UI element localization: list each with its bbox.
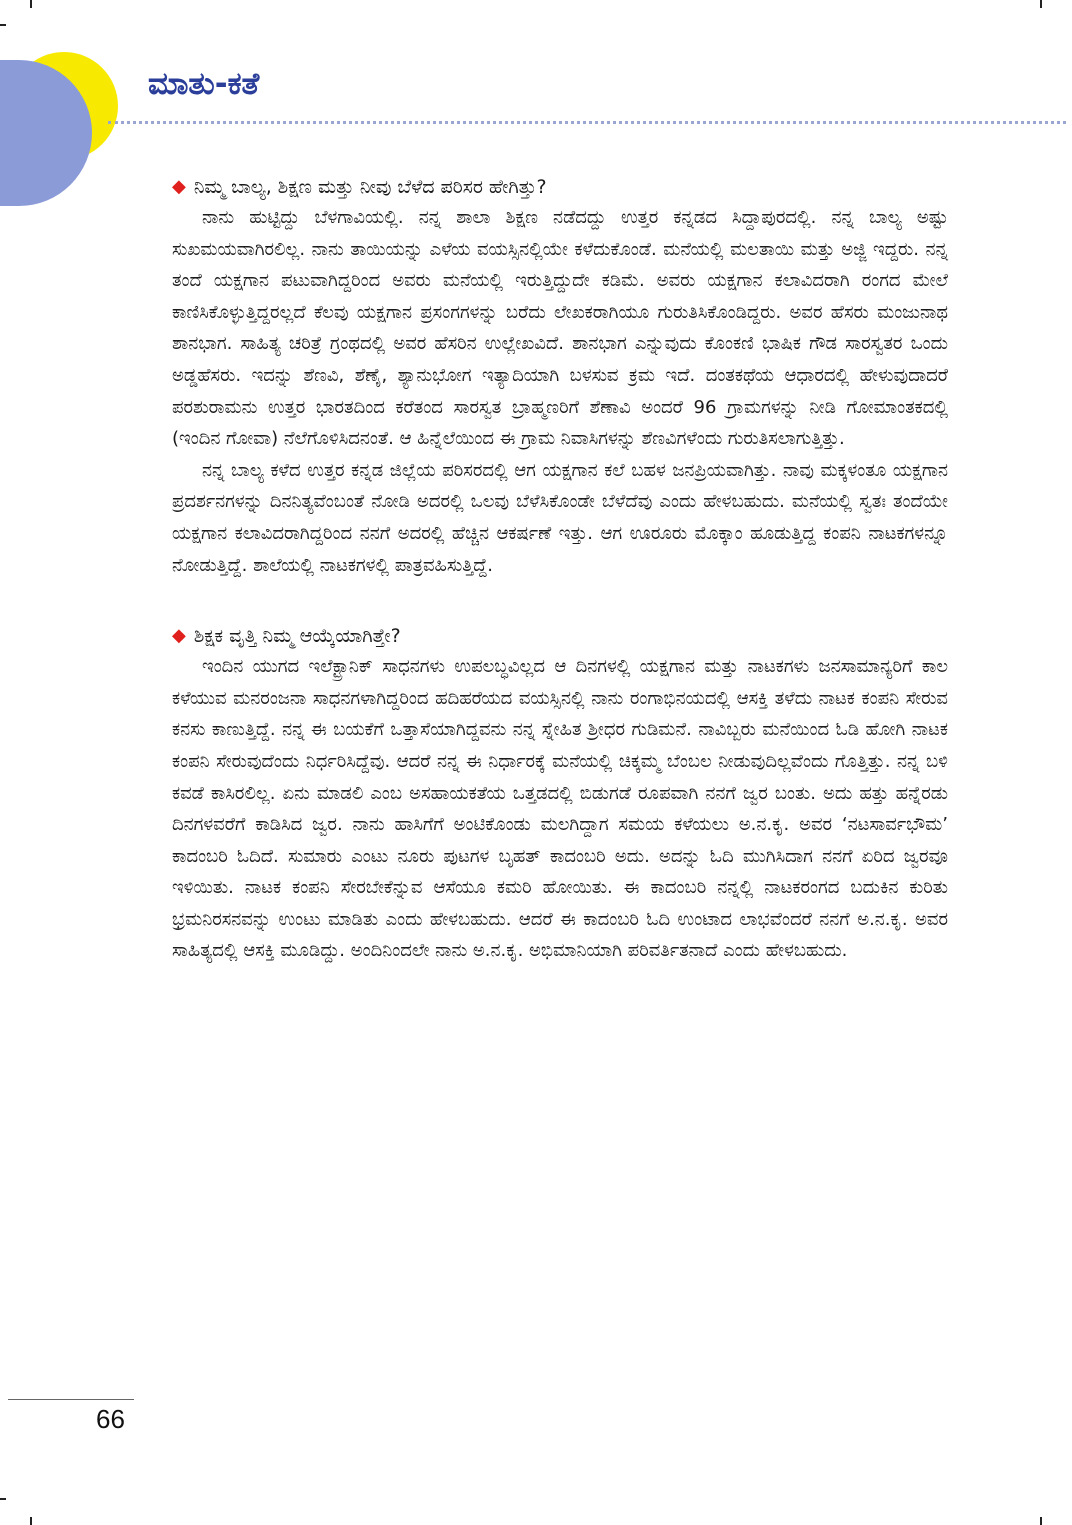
crop-mark (0, 24, 6, 26)
answer-paragraph: ನನ್ನ ಬಾಲ್ಯ ಕಳೆದ ಉತ್ತರ ಕನ್ನಡ ಜಿಲ್ಲೆಯ ಪರಿಸರದಲ್ಲಿ ಆಗ ಯಕ್ಷಗಾನ ಕಲೆ ಬಹಳ ಜನಪ್ರಿಯವಾಗಿತ್ತು. ನಾವು ಮಕ್ಕಳಂತೂ ಯಕ್ಷಗಾನ ಪ್ರದರ್ಶನಗಳನ್ನು ದಿನನಿತ್ಯವೆಂಬಂತೆ ನೋಡಿ ಅದರಲ್ಲಿ ಒಲವು ಬೆಳೆಸಿಕೊಂಡೇ ಬೆಳೆದೆವು ಎಂದು ಹೇಳಬಹುದು. ಮನೆಯಲ್ಲಿ ಸ್ವತಃ ತಂದೆಯೇ ಯಕ್ಷಗಾನ ಕಲಾವಿದರಾಗಿದ್ದರಿಂದ ನನಗೆ ಅದರಲ್ಲಿ ಹೆಚ್ಚಿನ ಆಕರ್ಷಣೆ ಇತ್ತು. ಆಗ ಊರೂರು ಮೊಕ್ಕಾಂ ಹೂಡುತ್ತಿದ್ದ ಕಂಪನಿ ನಾಟಕಗಳನ್ನೂ ನೋಡುತ್ತಿದ್ದೆ. ಶಾಲೆಯಲ್ಲಿ ನಾಟಕಗಳಲ್ಲಿ ಪಾತ್ರವಹಿಸುತ್ತಿದ್ದೆ. (172, 459, 948, 576)
diamond-bullet-icon: ◆ (172, 176, 186, 197)
crop-mark (30, 0, 32, 8)
crop-mark (0, 1498, 6, 1500)
article-body (172, 172, 948, 967)
question-heading (172, 621, 948, 651)
page-number: 66 (96, 1404, 125, 1434)
crop-mark (1040, 0, 1042, 8)
question-text: ನಿಮ್ಮ ಬಾಲ್ಯ, ಶಿಕ್ಷಣ ಮತ್ತು ನೀವು ಬೆಳೆದ ಪರಿಸರ ಹೇಗಿತ್ತು? (193, 176, 547, 198)
answer-paragraph: ಇಂದಿನ ಯುಗದ ಇಲೆಕ್ಟ್ರಾನಿಕ್ ಸಾಧನಗಳು ಉಪಲಬ್ಧವಿಲ್ಲದ ಆ ದಿನಗಳಲ್ಲಿ ಯಕ್ಷಗಾನ ಮತ್ತು ನಾಟಕಗಳು ಜನಸಾಮಾನ್ಯರಿಗೆ ಕಾಲ ಕಳೆಯುವ ಮನರಂಜನಾ ಸಾಧನಗಳಾಗಿದ್ದರಿಂದ ಹದಿಹರೆಯದ ವಯಸ್ಸಿನಲ್ಲಿ ನಾನು ರಂಗಾಭಿನಯದಲ್ಲಿ ಆಸಕ್ತಿ ತಳೆದು ನಾಟಕ ಕಂಪನಿ ಸೇರುವ ಕನಸು ಕಾಣುತ್ತಿದ್ದೆ. ನನ್ನ ಈ ಬಯಕೆಗೆ ಒತ್ತಾಸೆಯಾಗಿದ್ದವನು ನನ್ನ ಸ್ನೇಹಿತ ಶ್ರೀಧರ ಗುಡಿಮನೆ. ನಾವಿಬ್ಬರು ಮನೆಯಿಂದ ಓಡಿ ಹೋಗಿ ನಾಟಕ ಕಂಪನಿ ಸೇರುವುದೆಂದು ನಿರ್ಧರಿಸಿದ್ದೆವು. ಆದರೆ ನನ್ನ ಈ ನಿರ್ಧಾರಕ್ಕೆ ಮನೆಯಲ್ಲಿ ಚಿಕ್ಕಮ್ಮ ಬೆಂಬಲ ನೀಡುವುದಿಲ್ಲವೆಂದು ಗೊತ್ತಿತ್ತು. ನನ್ನ ಬಳಿ ಕವಡೆ ಕಾಸಿರಲಿಲ್ಲ. ಏನು ಮಾಡಲಿ ಎಂಬ ಅಸಹಾಯಕತೆಯ ಒತ್ತಡದಲ್ಲಿ ಬಿಡುಗಡೆ ರೂಪವಾಗಿ ನನಗೆ ಜ್ವರ ಬಂತು. ಅದು ಹತ್ತು ಹನ್ನೆರಡು ದಿನಗಳವರೆಗೆ ಕಾಡಿಸಿದ ಜ್ವರ. ನಾನು ಹಾಸಿಗೆಗೆ ಅಂಟಿಕೊಂಡು ಮಲಗಿದ್ದಾಗ ಸಮಯ ಕಳೆಯಲು ಅ.ನ.ಕೃ. ಅವರ ‘ನಟಸಾರ್ವಭೌಮ’ ಕಾದಂಬರಿ ಓದಿದೆ. ಸುಮಾರು ಎಂಟು ನೂರು ಪುಟಗಳ ಬೃಹತ್ ಕಾದಂಬರಿ ಅದು. ಅದನ್ನು ಓದಿ ಮುಗಿಸಿದಾಗ ನನಗೆ ಏರಿದ ಜ್ವರವೂ ಇಳಿಯಿತು. ನಾಟಕ ಕಂಪನಿ ಸೇರಬೇಕೆನ್ನುವ ಆಸೆಯೂ ಕಮರಿ ಹೋಯಿತು. ಈ ಕಾದಂಬರಿ ನನ್ನಲ್ಲಿ ನಾಟಕರಂಗದ ಬದುಕಿನ ಕುರಿತು ಭ್ರಮನಿರಸನವನ್ನು ಉಂಟು ಮಾಡಿತು ಎಂದು ಹೇಳಬಹುದು. ಆದರೆ ಈ ಕಾದಂಬರಿ ಓದಿ ಉಂಟಾದ ಲಾಭವೆಂದರೆ ನನಗೆ ಅ.ನ.ಕೃ. ಅವರ ಸಾಹಿತ್ಯದಲ್ಲಿ ಆಸಕ್ತಿ ಮೂಡಿದ್ದು. ಅಂದಿನಿಂದಲೇ ನಾನು ಅ.ನ.ಕೃ. ಅಭಿಮಾನಿಯಾಗಿ ಪರಿವರ್ತಿತನಾದೆ ಎಂದು ಹೇಳಬಹುದು. (172, 656, 948, 962)
answer-paragraph: ನಾನು ಹುಟ್ಟಿದ್ದು ಬೆಳಗಾವಿಯಲ್ಲಿ. ನನ್ನ ಶಾಲಾ ಶಿಕ್ಷಣ ನಡೆದದ್ದು ಉತ್ತರ ಕನ್ನಡದ ಸಿದ್ದಾಪುರದಲ್ಲಿ. ನನ್ನ ಬಾಲ್ಯ ಅಷ್ಟು ಸುಖಮಯವಾಗಿರಲಿಲ್ಲ. ನಾನು ತಾಯಿಯನ್ನು ಎಳೆಯ ವಯಸ್ಸಿನಲ್ಲಿಯೇ ಕಳೆದುಕೊಂಡೆ. ಮನೆಯಲ್ಲಿ ಮಲತಾಯಿ ಮತ್ತು ಅಜ್ಜಿ ಇದ್ದರು. ನನ್ನ ತಂದೆ ಯಕ್ಷಗಾನ ಪಟುವಾಗಿದ್ದರಿಂದ ಅವರು ಮನೆಯಲ್ಲಿ ಇರುತ್ತಿದ್ದುದೇ ಕಡಿಮೆ. ಅವರು ಯಕ್ಷಗಾನ ಕಲಾವಿದರಾಗಿ ರಂಗದ ಮೇಲೆ ಕಾಣಿಸಿಕೊಳ್ಳುತ್ತಿದ್ದರಲ್ಲದೆ ಕೆಲವು ಯಕ್ಷಗಾನ ಪ್ರಸಂಗಗಳನ್ನು ಬರೆದು ಲೇಖಕರಾಗಿಯೂ ಗುರುತಿಸಿಕೊಂಡಿದ್ದರು. ಅವರ ಹೆಸರು ಮಂಜುನಾಥ ಶಾನಭಾಗ. ಸಾಹಿತ್ಯ ಚರಿತ್ರೆ ಗ್ರಂಥದಲ್ಲಿ ಅವರ ಹೆಸರಿನ ಉಲ್ಲೇಖವಿದೆ. ಶಾನಭಾಗ ಎನ್ನುವುದು ಕೊಂಕಣಿ ಭಾಷಿಕ ಗೌಡ ಸಾರಸ್ವತರ ಒಂದು ಅಡ್ಡಹೆಸರು. ಇದನ್ನು ಶೆಣವಿ, ಶೆಣೈ, ಶ್ಯಾನುಭೋಗ ಇತ್ಯಾದಿಯಾಗಿ ಬಳಸುವ ಕ್ರಮ ಇದೆ. ದಂತಕಥೆಯ ಆಧಾರದಲ್ಲಿ ಹೇಳುವುದಾದರೆ ಪರಶುರಾಮನು ಉತ್ತರ ಭಾರತದಿಂದ ಕರೆತಂದ ಸಾರಸ್ವತ ಬ್ರಾಹ್ಮಣರಿಗೆ ಶೆಣಾವಿ ಅಂದರೆ 96 ಗ್ರಾಮಗಳನ್ನು ನೀಡಿ ಗೋಮಾಂತಕದಲ್ಲಿ (ಇಂದಿನ ಗೋವಾ) ನೆಲೆಗೊಳಿಸಿದನಂತೆ. ಆ ಹಿನ್ನೆಲೆಯಿಂದ ಈ ಗ್ರಾಮ ನಿವಾಸಿಗಳನ್ನು ಶೆಣವಿಗಳೆಂದು ಗುರುತಿಸಲಾಗುತ್ತಿತ್ತು. (172, 207, 948, 450)
section-title: ಮಾತು-ಕತೆ (148, 66, 260, 102)
question-text: ಶಿಕ್ಷಕ ವೃತ್ತಿ ನಿಮ್ಮ ಆಯ್ಕೆಯಾಗಿತ್ತೇ? (193, 625, 401, 648)
question-heading (172, 172, 948, 202)
diamond-bullet-icon: ◆ (172, 625, 186, 647)
footer-rule (8, 1399, 134, 1400)
crop-mark (30, 1517, 32, 1525)
dotted-divider (108, 121, 1066, 124)
crop-mark (1040, 1517, 1042, 1525)
